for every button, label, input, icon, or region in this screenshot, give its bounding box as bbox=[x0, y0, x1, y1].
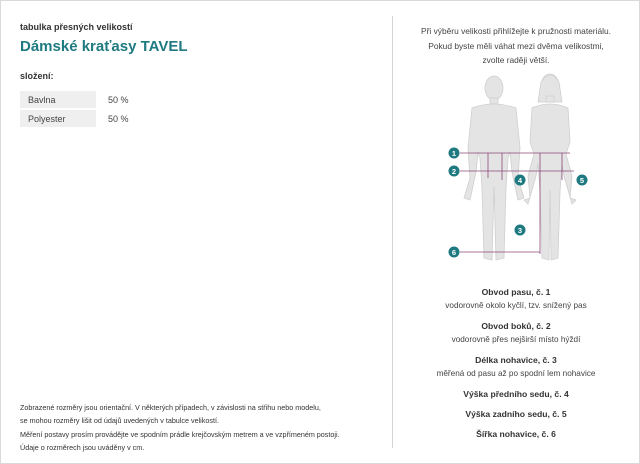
legend-title: Šířka nohavice, č. 6 bbox=[476, 429, 556, 439]
svg-text:3: 3 bbox=[517, 226, 523, 235]
advice-line: Pokud byste měli váhat mezi dvěma velikostmi, bbox=[428, 40, 604, 51]
page-title: Dámské kraťasy TAVEL bbox=[20, 38, 188, 55]
male-silhouette bbox=[464, 76, 524, 260]
measurement-legend bbox=[394, 285, 638, 447]
legend-item-hips bbox=[394, 319, 638, 347]
left-column bbox=[20, 22, 380, 129]
legend-description: vodorovně okolo kyčlí, tzv. snížený pas bbox=[445, 301, 587, 310]
material-percent: 50 % bbox=[108, 94, 129, 105]
note-line: Zobrazené rozměry jsou orientační. V některých případech, v závislosti na střihu nebo modelu, bbox=[20, 403, 321, 412]
marker-5 bbox=[577, 175, 588, 186]
svg-text:6: 6 bbox=[451, 248, 457, 257]
body-figure-illustration bbox=[444, 68, 594, 273]
svg-text:2: 2 bbox=[451, 167, 457, 176]
advice-line: zvolte raději větší. bbox=[482, 55, 550, 65]
legend-item-front-rise bbox=[394, 387, 638, 401]
legend-title: Obvod pasu, č. 1 bbox=[481, 287, 551, 297]
svg-text:5: 5 bbox=[579, 176, 585, 185]
marker-4 bbox=[515, 175, 526, 186]
legend-title: Výška zadního sedu, č. 5 bbox=[465, 409, 567, 419]
legend-description: vodorovně přes nejširší místo hýždí bbox=[451, 335, 581, 344]
legend-item-leg-width bbox=[394, 427, 638, 441]
legend-item-leg-length bbox=[394, 353, 638, 381]
marker-3 bbox=[515, 225, 526, 236]
note-line: se mohou rozměry lišit od údajů uvedených v tabulce velikostí. bbox=[20, 416, 219, 426]
legend-title: Délka nohavice, č. 3 bbox=[475, 355, 557, 365]
legend-item-waist bbox=[394, 285, 638, 313]
advice-line: Při výběru velikosti přihlížejte k pružnosti materiálu. bbox=[421, 26, 611, 36]
table-row bbox=[20, 110, 168, 127]
size-advice bbox=[394, 24, 638, 68]
marker-1 bbox=[449, 148, 460, 159]
svg-text:4: 4 bbox=[517, 176, 523, 185]
column-divider bbox=[392, 16, 393, 448]
material-name: Bavlna bbox=[20, 91, 96, 108]
composition-label: složení: bbox=[20, 71, 54, 81]
page-subtitle: tabulka přesných velikostí bbox=[20, 22, 133, 32]
material-name: Polyester bbox=[20, 110, 96, 127]
legend-item-back-rise bbox=[394, 407, 638, 421]
svg-text:1: 1 bbox=[451, 149, 457, 158]
legend-title: Výška předního sedu, č. 4 bbox=[463, 389, 569, 399]
female-silhouette bbox=[524, 74, 576, 260]
note-line: Údaje o rozměrech jsou uváděny v cm. bbox=[20, 442, 145, 452]
legend-description: měřená od pasu až po spodní lem nohavice bbox=[436, 369, 596, 378]
table-row bbox=[20, 91, 168, 108]
marker-2 bbox=[449, 166, 460, 177]
note-line: Měření postavy prosím provádějte ve spodním prádle krejčovským metrem a ve vzpřímeném postoji. bbox=[20, 429, 340, 439]
measurement-note bbox=[20, 401, 380, 454]
marker-6 bbox=[449, 247, 460, 258]
composition-table bbox=[20, 89, 168, 129]
legend-title: Obvod boků, č. 2 bbox=[481, 321, 551, 331]
material-percent: 50 % bbox=[108, 113, 129, 124]
